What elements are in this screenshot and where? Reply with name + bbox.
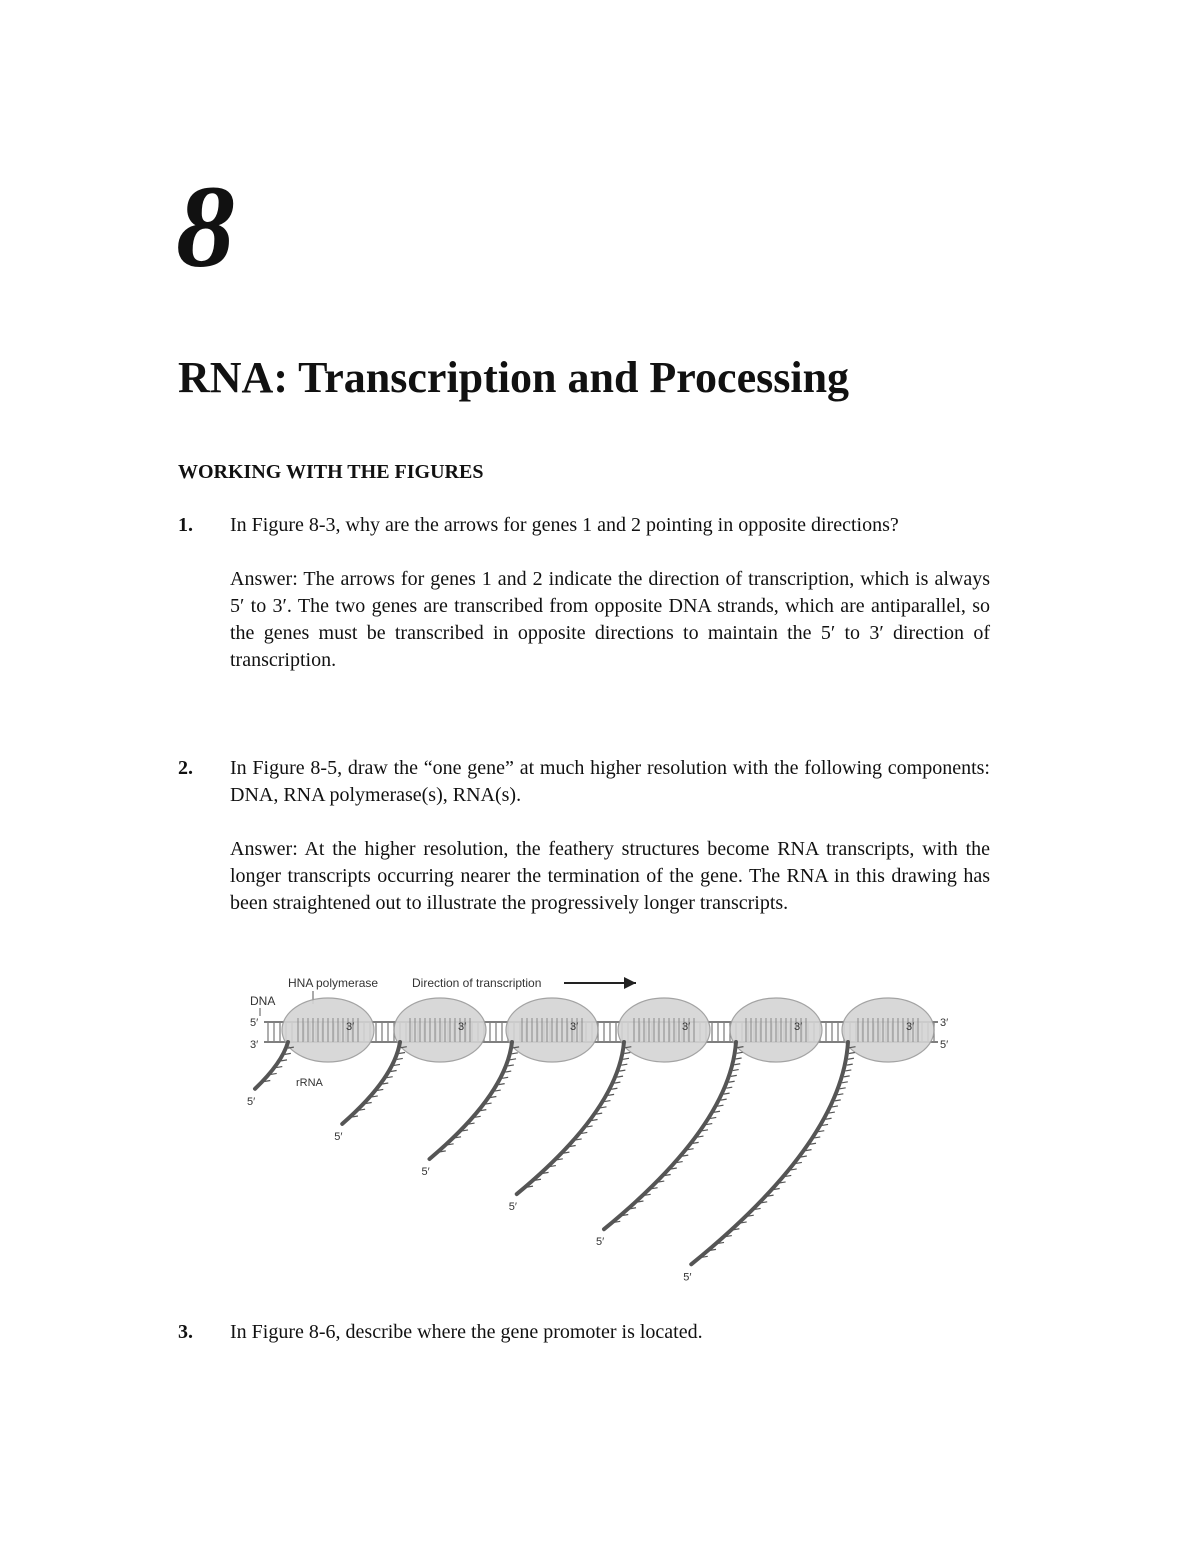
polymerase-group [282, 998, 934, 1062]
transcript-3prime-label: 3′ [570, 1021, 579, 1033]
transcript-base [733, 1070, 739, 1071]
rrna-label: rRNA [296, 1077, 323, 1089]
transcript-group [247, 1042, 856, 1283]
answer-text: Answer: The arrows for genes 1 and 2 indicate the direction of transcription, which is always 5′ to 3′. The two genes are transcribed from opposite DNA strands, which are antiparallel, so the genes must be transcribed in opposite directions to maintain the 5′ to 3′ direction of transcription. [230, 568, 990, 671]
transcript-base [624, 1052, 630, 1053]
transcript-base [617, 1076, 623, 1077]
transcript-5prime-label: 5′ [683, 1271, 692, 1284]
transcript-base [391, 1071, 397, 1072]
transcript-base [737, 1052, 743, 1053]
transcript-base [621, 1064, 627, 1065]
transcript-base [842, 1082, 848, 1083]
transcript-base [611, 1088, 617, 1089]
transcript-3prime-label: 3′ [346, 1021, 355, 1033]
transcript-5prime-label: 5′ [334, 1130, 343, 1143]
transcript-base [724, 1093, 730, 1094]
transcript-base [848, 1058, 854, 1059]
transcript-base [499, 1084, 505, 1085]
question-number: 1. [178, 514, 193, 536]
transcript-base [734, 1064, 740, 1065]
transcript-base [710, 1117, 716, 1118]
transcript-5prime-label: 5′ [596, 1236, 605, 1249]
question-text: In Figure 8-3, why are the arrows for genes 1 and 2 pointing in opposite directions? [230, 514, 899, 536]
transcript-base [847, 1064, 853, 1065]
transcript-base [826, 1118, 832, 1119]
transcript-base [502, 1077, 508, 1078]
rna-transcript [691, 1042, 848, 1264]
question-text: In Figure 8-5, draw the “one gene” at much higher resolution with the following components: DNA, RNA polymerase(s), RNA(s). [230, 757, 990, 806]
transcription-figure [246, 970, 966, 1284]
transcript-base [822, 1124, 828, 1125]
chapter-number: 8 [176, 161, 235, 292]
transcript-base [729, 1081, 735, 1082]
transcript-base [845, 1070, 851, 1071]
transcript-base [614, 1082, 620, 1083]
question-number: 2. [178, 757, 193, 779]
transcript-base [714, 1111, 720, 1112]
question-2 [178, 755, 990, 917]
transcript-base [844, 1076, 850, 1077]
transcript-base [835, 1100, 841, 1101]
transcript-base [285, 1053, 291, 1054]
transcript-base [510, 1059, 516, 1060]
transcript-5prime-label: 5′ [421, 1166, 430, 1178]
transcript-3prime-label: 3′ [682, 1021, 691, 1033]
transcript-base [726, 1087, 732, 1088]
chapter-title: RNA: Transcription and Processing [178, 353, 850, 402]
transcript-base [829, 1112, 835, 1113]
transcript-3prime-label: 3′ [458, 1021, 467, 1033]
rna-transcript [517, 1042, 624, 1194]
transcript-base [818, 1131, 824, 1132]
transcript-base [717, 1105, 723, 1106]
question-3 [178, 1319, 990, 1346]
transcript-base [619, 1070, 625, 1071]
transcript-base [399, 1053, 405, 1054]
transcript-base [849, 1052, 855, 1053]
section-heading: WORKING WITH THE FIGURES [178, 461, 484, 483]
transcript-base [837, 1094, 843, 1095]
transcript-base [604, 1101, 610, 1102]
transcript-base [508, 1065, 514, 1066]
transcript-5prime-label: 5′ [247, 1095, 256, 1108]
strand-bottom-left-3prime: 3′ [250, 1039, 259, 1051]
strand-top-right-3prime: 3′ [940, 1017, 949, 1029]
question-number: 3. [178, 1321, 193, 1343]
transcript-base [731, 1075, 737, 1076]
strand-bottom-right-5prime: 5′ [940, 1039, 949, 1051]
answer-text: Answer: At the higher resolution, the feathery structures become RNA transcripts, with the longer transcripts occurring nearer the termination of the gene. The RNA in this drawing has been straightened out to illustrate the progressively longer transcripts. [230, 838, 990, 914]
transcript-base [832, 1106, 838, 1107]
direction-label: Direction of transcription [412, 976, 542, 990]
polymerase-label: HNA polymerase [288, 976, 379, 990]
transcript-base [505, 1071, 511, 1072]
transcript-base [394, 1064, 400, 1065]
question-text: In Figure 8-6, describe where the gene promoter is located. [230, 1321, 703, 1343]
transcript-base [721, 1099, 727, 1100]
dna-label: DNA [250, 994, 276, 1008]
transcript-3prime-label: 3′ [794, 1021, 803, 1033]
transcript-base [840, 1088, 846, 1089]
rna-transcript [255, 1042, 288, 1089]
transcript-base [736, 1058, 742, 1059]
transcript-base [623, 1058, 629, 1059]
transcript-base [608, 1094, 614, 1095]
transcript-base [512, 1053, 518, 1054]
strand-top-left-5prime: 5′ [250, 1017, 259, 1029]
transcript-base [397, 1058, 403, 1059]
transcript-5prime-label: 5′ [508, 1201, 517, 1214]
question-1 [178, 512, 990, 674]
transcription-diagram [246, 970, 966, 1284]
transcript-3prime-label: 3′ [906, 1021, 915, 1033]
